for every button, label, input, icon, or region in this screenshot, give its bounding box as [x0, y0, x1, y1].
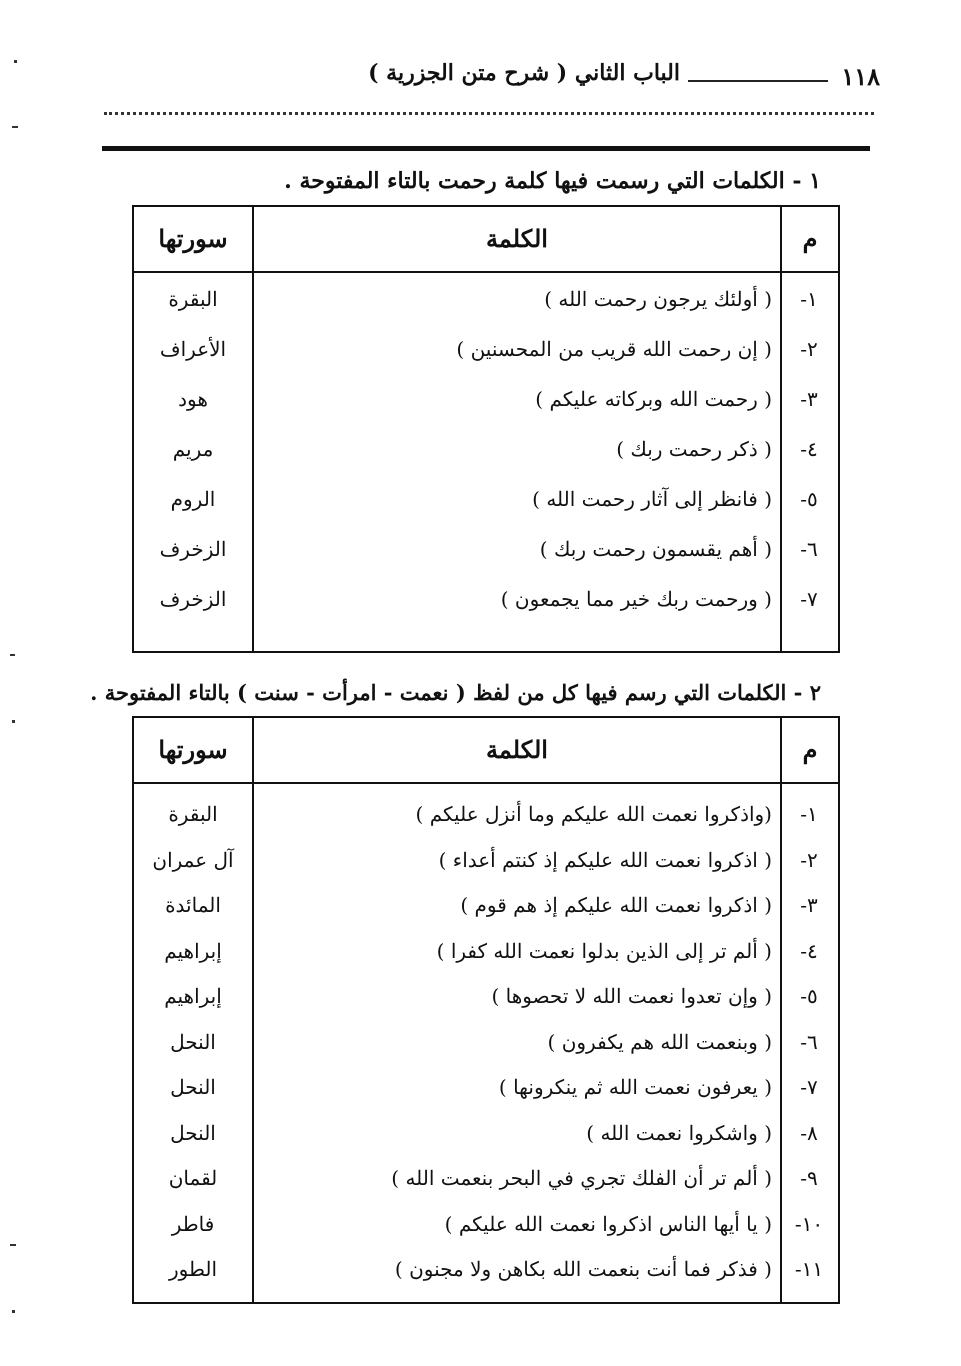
surah-name: الزخرف: [159, 587, 227, 611]
table-row: [134, 429, 838, 475]
header-num: م: [802, 735, 818, 764]
section2-title: ٢ - الكلمات التي رسم فيها كل من لفظ ( نعمت - امرأت - سنت ) بالتاء المفتوحة .: [90, 680, 821, 705]
scan-speck: [10, 654, 15, 656]
row-number: ٧-: [800, 587, 818, 611]
header-num: م: [802, 224, 818, 253]
row-number: ٥-: [800, 487, 818, 511]
row-number: ٦-: [800, 1029, 818, 1054]
quran-phrase: ( يعرفون نعمت الله ثم ينكرونها ): [498, 1075, 772, 1099]
surah-name: لقمان: [168, 1166, 218, 1190]
table-row: [134, 976, 838, 1022]
row-number: ٨-: [800, 1120, 818, 1145]
surah-name: النحل: [170, 1075, 216, 1099]
section1-title: ١ - الكلمات التي رسمت فيها كلمة رحمت بالتاء المفتوحة .: [284, 168, 821, 194]
table-row: [134, 479, 838, 525]
row-number: ٤-: [800, 938, 818, 963]
surah-name: الروم: [170, 487, 216, 511]
surah-name: البقرة: [168, 287, 218, 311]
row-number: ٢-: [800, 847, 818, 872]
surah-name: النحل: [170, 1120, 216, 1145]
scan-speck: [14, 60, 17, 63]
surah-name: النحل: [170, 1029, 216, 1054]
quran-phrase: ( يا أيها الناس اذكروا نعمت الله عليكم ): [444, 1211, 772, 1236]
quran-phrase: ( رحمت الله وبركاته عليكم ): [535, 387, 772, 411]
row-number: ٣-: [800, 893, 818, 917]
surah-name: الزخرف: [159, 537, 227, 561]
row-number: ١١-: [794, 1257, 824, 1281]
scan-speck: [10, 1244, 16, 1246]
page-number: ١١٨: [841, 62, 880, 91]
row-number: ٤-: [800, 437, 818, 461]
rahmat-table: [132, 205, 840, 653]
row-number: ٣-: [800, 387, 818, 411]
table-row: [134, 1204, 838, 1250]
table-row: [134, 1249, 838, 1295]
table-row: [134, 529, 838, 575]
row-number: ٢-: [800, 337, 818, 361]
quran-phrase: ( ذكر رحمت ربك ): [616, 437, 772, 461]
quran-phrase: ( اذكروا نعمت الله عليكم إذ هم قوم ): [460, 893, 772, 917]
thick-divider: [102, 146, 870, 151]
quran-phrase: ( أهم يقسمون رحمت ربك ): [539, 537, 772, 561]
chapter-title: الباب الثاني ( شرح متن الجزرية ): [368, 60, 680, 86]
quran-phrase: ( أولئك يرجون رحمت الله ): [544, 287, 772, 311]
quran-phrase: ( واشكروا نعمت الله ): [586, 1120, 772, 1145]
surah-name: الأعراف: [159, 337, 227, 361]
table-row: [134, 885, 838, 931]
table-row: [134, 579, 838, 625]
table-row: [134, 379, 838, 425]
scan-speck: [12, 720, 15, 723]
table-row: [134, 329, 838, 375]
surah-name: مريم: [172, 437, 214, 461]
row-number: ٧-: [800, 1075, 818, 1099]
surah-name: فاطر: [171, 1211, 215, 1236]
surah-name: المائدة: [165, 893, 221, 917]
table-row: [134, 1113, 838, 1159]
quran-phrase: ( وإن تعدوا نعمت الله لا تحصوها ): [491, 984, 772, 1008]
surah-name: البقرة: [168, 802, 218, 826]
dotted-divider: [104, 112, 874, 115]
surah-name: إبراهيم: [164, 984, 222, 1008]
row-number: ٥-: [800, 984, 818, 1008]
table-header: [134, 718, 838, 784]
header-surah: سورتها: [158, 224, 228, 253]
header-surah: سورتها: [158, 735, 228, 764]
quran-phrase: ( ورحمت ربك خير مما يجمعون ): [500, 587, 772, 611]
row-number: ١٠-: [794, 1211, 824, 1236]
scan-speck: [12, 126, 18, 128]
quran-phrase: ( وبنعمت الله هم يكفرون ): [547, 1029, 772, 1054]
quran-phrase: ( اذكروا نعمت الله عليكم إذ كنتم أعداء ): [438, 847, 772, 872]
header-rule: [688, 80, 828, 82]
table-row: [134, 794, 838, 840]
table-row: [134, 931, 838, 977]
table-row: [134, 840, 838, 886]
surah-name: الطور: [168, 1257, 218, 1281]
row-number: ٦-: [800, 537, 818, 561]
header-word: الكلمة: [486, 735, 548, 764]
surah-name: هود: [178, 387, 208, 411]
surah-name: آل عمران: [152, 847, 234, 872]
quran-phrase: ( ألم تر إلى الذين بدلوا نعمت الله كفرا ): [436, 938, 772, 963]
table-row: [134, 1022, 838, 1068]
nimat-table: [132, 716, 840, 1304]
scan-speck: [12, 1310, 15, 1313]
row-number: ١-: [800, 287, 818, 311]
row-number: ٩-: [800, 1166, 818, 1190]
quran-phrase: ( ألم تر أن الفلك تجري في البحر بنعمت الله ): [391, 1166, 772, 1190]
page-header: [100, 60, 880, 100]
quran-phrase: ( فذكر فما أنت بنعمت الله بكاهن ولا مجنون ): [394, 1257, 772, 1281]
header-word: الكلمة: [486, 224, 548, 253]
row-number: ١-: [800, 802, 818, 826]
surah-name: إبراهيم: [164, 938, 222, 963]
quran-phrase: ( فانظر إلى آثار رحمت الله ): [532, 487, 772, 511]
quran-phrase: (واذكروا نعمت الله عليكم وما أنزل عليكم ): [415, 802, 772, 826]
table-row: [134, 1067, 838, 1113]
table-header: [134, 207, 838, 273]
quran-phrase: ( إن رحمت الله قريب من المحسنين ): [456, 337, 772, 361]
table-row: [134, 1158, 838, 1204]
table-row: [134, 279, 838, 325]
